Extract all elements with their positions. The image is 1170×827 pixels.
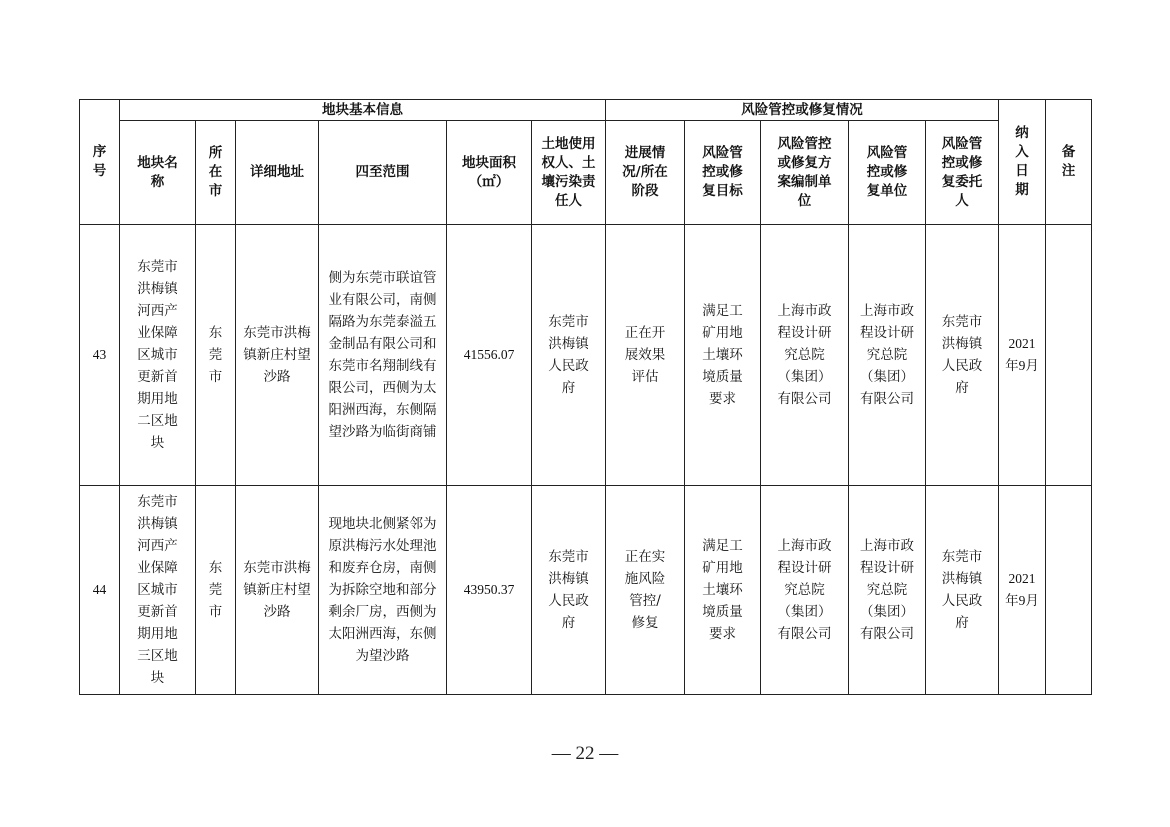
cell-address: 东莞市洪梅镇新庄村望沙路	[236, 486, 319, 695]
cell-plan-unit: 上海市政程设计研究总院（集团）有限公司	[761, 486, 849, 695]
cell-client: 东莞市洪梅镇人民政府	[926, 225, 999, 486]
column-header-row	[80, 121, 1092, 225]
cell-address: 东莞市洪梅镇新庄村望沙路	[236, 225, 319, 486]
header-plan-unit: 风险管控或修复方案编制单位	[761, 121, 849, 225]
cell-seq: 44	[80, 486, 120, 695]
contaminated-sites-table	[79, 99, 1092, 695]
cell-remark	[1046, 225, 1092, 486]
group-header-basic-info: 地块基本信息	[120, 100, 606, 121]
cell-date: 2021年9月	[999, 225, 1046, 486]
cell-exec-unit: 上海市政程设计研究总院（集团）有限公司	[849, 486, 926, 695]
cell-boundary: 现地块北侧紧邻为原洪梅污水处理池和废弃仓房，南侧为拆除空地和部分剩余厂房，西侧为太阳洲西海，东侧为望沙路	[319, 486, 447, 695]
cell-city: 东莞市	[196, 486, 236, 695]
cell-city: 东莞市	[196, 225, 236, 486]
cell-remark	[1046, 486, 1092, 695]
header-target: 风险管控或修复目标	[685, 121, 761, 225]
cell-target: 满足工矿用地土壤环境质量要求	[685, 486, 761, 695]
header-owner: 土地使用权人、土壤污染责任人	[532, 121, 606, 225]
header-client: 风险管控或修复委托人	[926, 121, 999, 225]
page-number: — 22 —	[551, 743, 619, 764]
cell-owner: 东莞市洪梅镇人民政府	[532, 225, 606, 486]
cell-plan-unit: 上海市政程设计研究总院（集团）有限公司	[761, 225, 849, 486]
cell-progress: 正在开展效果评估	[606, 225, 685, 486]
group-header-risk-control: 风险管控或修复情况	[606, 100, 999, 121]
cell-target: 满足工矿用地土壤环境质量要求	[685, 225, 761, 486]
table-row	[80, 225, 1092, 486]
cell-date: 2021年9月	[999, 486, 1046, 695]
cell-exec-unit: 上海市政程设计研究总院（集团）有限公司	[849, 225, 926, 486]
header-seq: 序号	[80, 100, 120, 225]
cell-seq: 43	[80, 225, 120, 486]
header-area: 地块面积（㎡）	[447, 121, 532, 225]
cell-owner: 东莞市洪梅镇人民政府	[532, 486, 606, 695]
cell-name: 东莞市洪梅镇河西产业保障区城市更新首期用地三区地块	[120, 486, 196, 695]
cell-boundary: 侧为东莞市联谊管业有限公司，南侧隔路为东莞泰溢五金制品有限公司和东莞市名翔制线有限公司，西侧为太阳洲西海，东侧隔望沙路为临街商铺	[319, 225, 447, 486]
cell-name: 东莞市洪梅镇河西产业保障区城市更新首期用地二区地块	[120, 225, 196, 486]
header-address: 详细地址	[236, 121, 319, 225]
header-exec-unit: 风险管控或修复单位	[849, 121, 926, 225]
header-name: 地块名称	[120, 121, 196, 225]
cell-area: 43950.37	[447, 486, 532, 695]
table-row	[80, 486, 1092, 695]
header-remark: 备注	[1046, 100, 1092, 225]
header-date: 纳入日期	[999, 100, 1046, 225]
cell-client: 东莞市洪梅镇人民政府	[926, 486, 999, 695]
header-progress: 进展情况/所在阶段	[606, 121, 685, 225]
header-boundary: 四至范围	[319, 121, 447, 225]
header-city: 所在市	[196, 121, 236, 225]
group-header-row	[80, 100, 1092, 121]
cell-area: 41556.07	[447, 225, 532, 486]
cell-progress: 正在实施风险管控/修复	[606, 486, 685, 695]
